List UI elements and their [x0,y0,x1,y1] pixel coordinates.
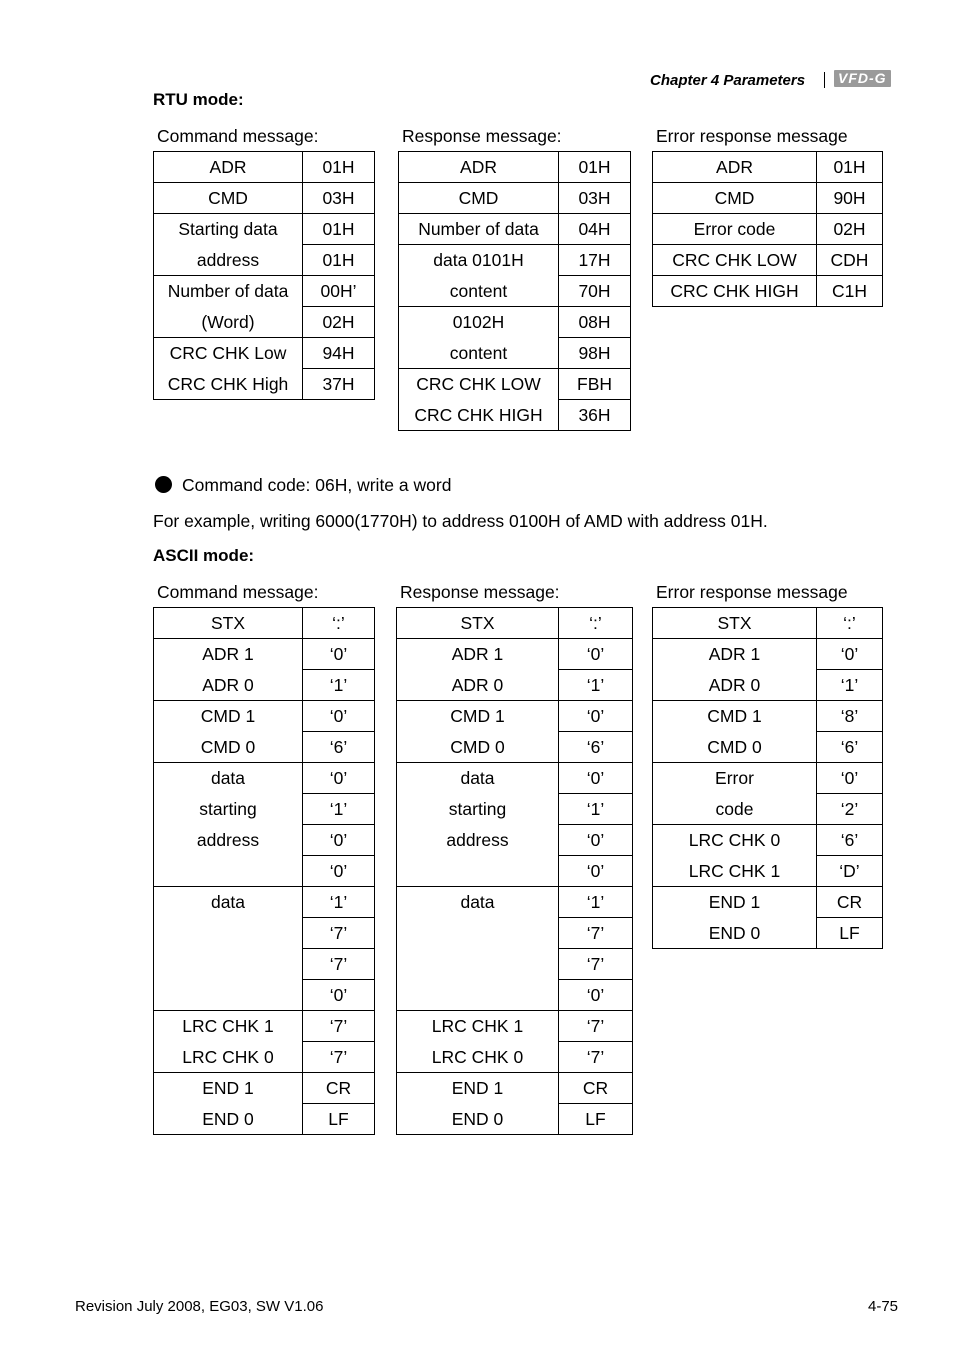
field-label: STX [460,612,495,633]
field-value: 01H [322,156,355,177]
field-label: data [210,891,246,912]
field-label: ADR 0 [451,674,504,695]
field-value: ‘1’ [329,891,348,912]
field-value: ‘6’ [840,736,859,757]
field-value: ‘1’ [329,798,348,819]
field-value: ‘7’ [329,1015,348,1036]
bullet-icon [155,476,172,493]
field-label: CRC CHK High [167,373,289,394]
field-label: content [449,342,508,363]
field-label: END 0 [451,1108,504,1129]
field-label: LRC CHK 0 [688,829,781,850]
field-label: content [449,280,508,301]
field-label: (Word) [201,311,255,332]
field-label: CMD 1 [450,705,505,726]
field-value: 94H [322,342,355,363]
field-label: address [196,829,260,850]
ascii.command-frame [153,607,375,1135]
rtu.error-frame [652,151,883,307]
field-value: ‘0’ [329,829,348,850]
field-label: CRC CHK LOW [672,249,797,270]
field-value: ‘0’ [329,767,348,788]
field-value: ‘2’ [840,798,859,819]
field-value: ‘7’ [586,1015,605,1036]
field-label: CMD [458,187,499,208]
field-value: C1H [831,280,867,301]
field-value: CR [582,1077,609,1098]
field-label: data [460,767,495,788]
field-label: END 1 [202,1077,254,1098]
field-label: Error code [693,218,776,239]
field-label: Starting data [178,218,278,239]
field-value: ‘1’ [586,674,605,695]
field-value: 98H [578,342,611,363]
field-value: LF [839,922,860,943]
field-value: 01H [322,249,355,270]
rtu.command-frame [153,151,375,400]
ascii-command-caption: Command message: [157,582,319,602]
field-value: ‘7’ [329,922,348,943]
field-value: ‘6’ [329,736,348,757]
field-value: ‘8’ [840,705,859,726]
rtu-response-caption: Response message: [402,126,562,146]
field-label: CRC CHK LOW [416,373,541,394]
field-label: address [196,249,260,270]
ascii.error-frame [652,607,883,949]
chapter-title: Chapter 4 Parameters [650,72,806,89]
ascii-mode-title: ASCII mode: [153,546,255,565]
field-value: ‘:’ [589,612,602,633]
field-label: CMD [714,187,755,208]
field-label: ADR 0 [708,674,761,695]
field-value: ‘0’ [329,860,348,881]
field-label: CMD 0 [200,736,256,757]
field-value: 01H [578,156,611,177]
field-value: ‘7’ [586,922,605,943]
field-value: 37H [322,373,355,394]
header-separator [824,72,825,88]
field-label: ADR [460,156,497,177]
field-value: 90H [833,187,866,208]
field-label: LRC CHK 1 [431,1015,524,1036]
field-value: ‘:’ [332,612,345,633]
page-number: 4-75 [868,1298,899,1315]
field-value: ‘0’ [586,829,605,850]
field-label: CRC CHK HIGH [414,404,543,425]
field-value: ‘0’ [840,767,859,788]
field-value: ‘D’ [839,860,860,881]
field-value: 02H [833,218,866,239]
field-label: data [210,767,246,788]
field-label: data 0101H [433,249,524,270]
vfd-g-logo: VFD-G [834,70,891,87]
field-value: ‘:’ [843,612,856,633]
field-value: CDH [830,249,869,270]
field-value: ‘7’ [329,1046,348,1067]
field-label: CRC CHK HIGH [670,280,799,301]
field-label: LRC CHK 1 [182,1015,274,1036]
field-label: CMD 1 [200,705,256,726]
field-label: Number of data [418,218,539,239]
field-value: ‘1’ [586,798,605,819]
field-value: ‘0’ [329,705,348,726]
rtu-error-caption: Error response message [656,126,848,146]
rtu.response-frame [398,151,631,431]
field-value: ‘7’ [329,953,348,974]
ascii-response-caption: Response message: [400,582,560,602]
field-value: ‘0’ [586,643,605,664]
field-label: CMD 0 [707,736,762,757]
field-value: 70H [578,280,611,301]
field-label: END 1 [451,1077,504,1098]
field-label: CMD 1 [707,705,762,726]
field-value: ‘7’ [586,953,605,974]
field-label: starting [448,798,507,819]
rtu-mode-title: RTU mode: [153,90,244,109]
field-value: ‘0’ [329,643,348,664]
field-label: END 0 [202,1108,254,1129]
ascii.response-frame [396,607,633,1135]
field-value: 02H [322,311,355,332]
field-value: 01H [322,218,355,239]
field-value: 17H [578,249,611,270]
field-value: ‘1’ [840,674,859,695]
field-label: CMD [208,187,248,208]
field-label: LRC CHK 0 [431,1046,524,1067]
field-value: LF [328,1108,349,1129]
field-label: ADR 1 [202,643,254,664]
field-label: STX [717,612,752,633]
field-value: 00H’ [320,280,357,301]
ascii-error-caption: Error response message [656,582,848,602]
field-label: STX [210,612,246,633]
field-label: ADR 0 [202,674,254,695]
field-label: LRC CHK 1 [688,860,781,881]
field-value: 04H [578,218,611,239]
footer-revision: Revision July 2008, EG03, SW V1.06 [75,1298,324,1315]
field-value: ‘0’ [329,984,348,1005]
field-label: CMD 0 [450,736,505,757]
field-value: 36H [578,404,611,425]
field-value: ‘0’ [586,767,605,788]
rtu-command-caption: Command message: [157,126,319,146]
command-code-example: For example, writing 6000(1770H) to address 0100H of AMD with address 01H. [153,511,768,531]
field-value: ‘6’ [586,736,605,757]
field-value: 03H [322,187,355,208]
field-label: Number of data [167,280,289,301]
field-label: CRC CHK Low [169,342,287,363]
field-label: ADR 1 [708,643,761,664]
field-value: 01H [833,156,866,177]
field-value: LF [585,1108,606,1129]
field-label: ADR [209,156,247,177]
field-value: CR [836,891,863,912]
field-value: ‘1’ [329,674,348,695]
field-label: ADR 1 [451,643,504,664]
field-value: ‘0’ [586,984,605,1005]
field-value: ‘0’ [840,643,859,664]
field-value: CR [325,1077,352,1098]
field-label: address [446,829,509,850]
field-label: starting [199,798,257,819]
field-value: ‘1’ [586,891,605,912]
field-value: ‘6’ [840,829,859,850]
field-label: LRC CHK 0 [182,1046,274,1067]
field-label: ADR [716,156,753,177]
field-value: ‘0’ [586,705,605,726]
field-label: END 0 [708,922,761,943]
field-label: code [715,798,754,819]
field-label: data [460,891,495,912]
command-code-heading: Command code: 06H, write a word [182,475,452,495]
field-label: Error [715,767,754,788]
field-value: 08H [578,311,611,332]
field-label: 0102H [452,311,505,332]
field-value: FBH [577,373,612,394]
field-label: END 1 [708,891,761,912]
field-value: ‘7’ [586,1046,605,1067]
field-value: ‘0’ [586,860,605,881]
field-value: 03H [578,187,611,208]
